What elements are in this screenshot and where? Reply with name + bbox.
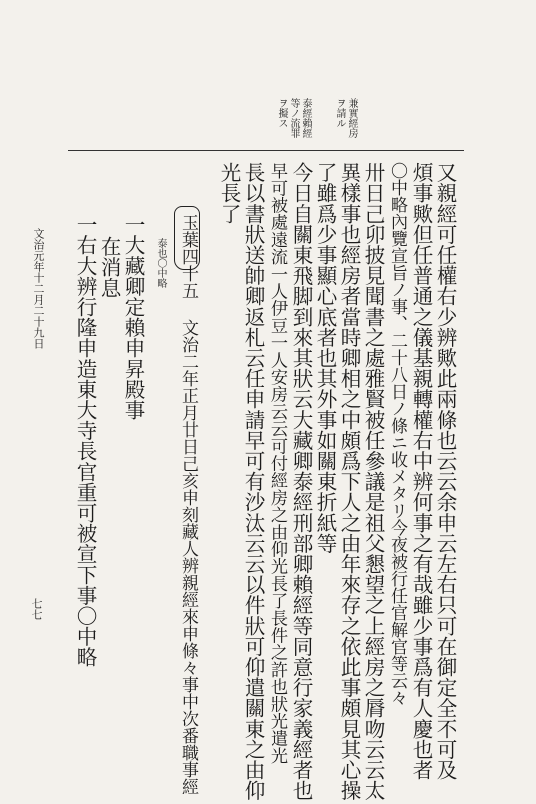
header-note-4: 等ノ流罪 [288, 98, 299, 138]
text-column-3: 〇中略內覽宣旨ノ事、二十八日ノ條ニ收メタリ今夜被行任官解官等云々 [387, 162, 407, 706]
text-column-4: 卅日己卯披見聞書之處雅賢被任參議是祖父懇望之上經房之脣吻云云太 [361, 162, 385, 801]
header-note-3: 泰經賴經 [300, 98, 311, 138]
text-column-7: 今日自關東飛脚到來其狀云大藏卿泰經刑部卿賴經等同意行家義經者也 [289, 162, 313, 801]
text-column-12: 泰也〇中略 [155, 238, 166, 288]
text-column-15: 一右大辨行隆申造東大寺長官重可被宣下事〇中略 [73, 214, 97, 668]
text-column-11: 玉葉四十五 文治二年正月廿日己亥申刻藏人辨親經來申條々事中次番職事經 [178, 214, 198, 795]
running-date: 文治元年十二月二十九日 [32, 228, 45, 349]
page-number: 七七 [30, 598, 43, 620]
header-rule [68, 150, 464, 151]
text-column-5: 異樣事也經房者當時卿相之中頗爲下人之由年來存之依此事頗見其心操 [337, 162, 361, 801]
text-column-9: 長以書狀送帥卿返札云任申請早可有沙汰云云以件狀可仰遣關東之由仰 [241, 162, 265, 801]
header-note-2: ヲ請ル [334, 98, 345, 128]
text-column-8: 早可被處遠流一人伊豆一人安房云云可付經房之由仰光長了長件之許也狀光遣光 [267, 162, 287, 764]
text-column-14: 在消息 [97, 236, 121, 298]
header-note-1: 兼實經房 [346, 98, 357, 138]
text-column-1: 又親經可任權右少辨歟此兩條也云云余申云左右只可在御定全不可及 [433, 162, 457, 780]
text-column-10: 光長了 [217, 162, 241, 224]
header-note-5: ヲ擬ス [276, 98, 287, 128]
text-column-13: 一大藏卿定賴申昇殿事 [121, 214, 145, 420]
text-column-2: 煩事歟但任普通之儀基親轉權右中辨何事之有哉雖少事爲有人慶也者 [409, 162, 433, 780]
text-column-6: 了雖爲少事顯心底者也其外事如關東折紙等 [313, 162, 337, 554]
